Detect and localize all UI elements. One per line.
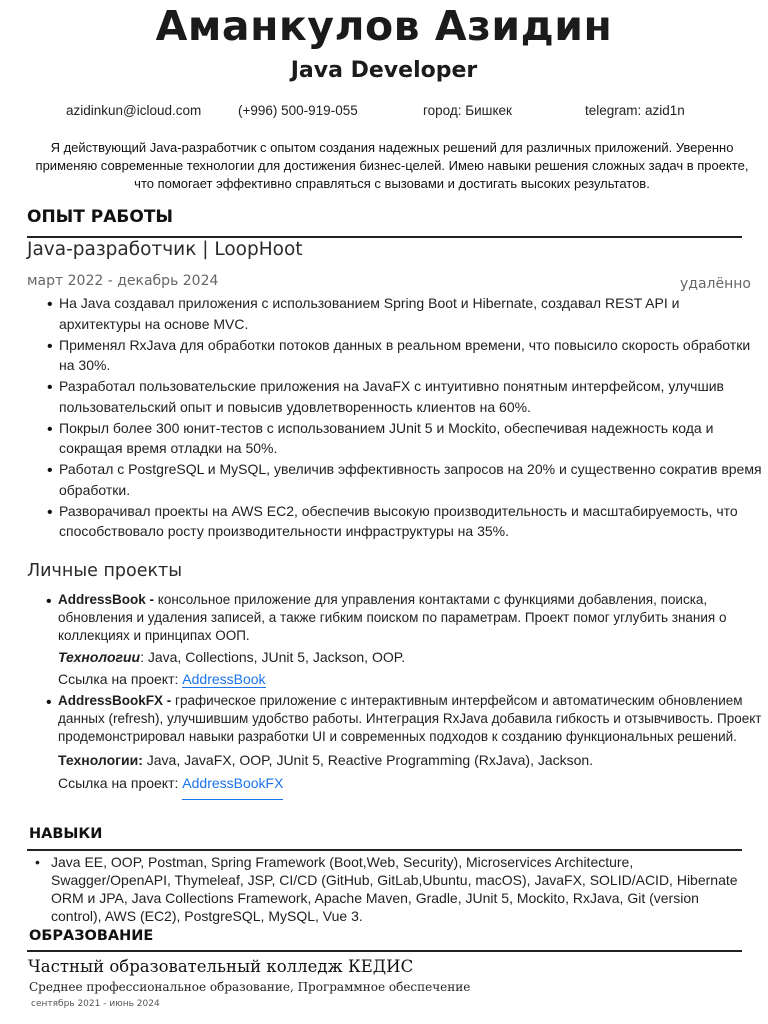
project-link-row <box>58 774 764 793</box>
education-heading: ОБРАЗОВАНИЕ <box>29 928 154 944</box>
experience-divider <box>27 236 742 238</box>
phone-contact[interactable]: (+996) 500-919-055 <box>238 103 358 118</box>
list-item: • Работал с PostgreSQL и MySQL, увеличив эффективность запросов на 20% и существенно сократив время обработки. <box>28 459 764 500</box>
project-description: консольное приложение для управления контактами с функциями добавления, поиска, обновления и удаления записей, а также гибким поиском по параметрам. Проект помог углубить знания о коллекциях и принципах ООП. <box>58 592 727 643</box>
project-tech <box>58 751 764 770</box>
job-title: Java-разработчик | LoopHoot <box>27 239 303 260</box>
education-institution: Частный образовательный колледж КЕДИС <box>28 957 414 976</box>
skills-list <box>28 853 742 925</box>
link-label: Ссылка на проект: <box>58 671 183 687</box>
projects-heading: Личные проекты <box>27 561 183 581</box>
project-tech <box>58 648 764 667</box>
skills-heading: НАВЫКИ <box>29 826 103 842</box>
project-item <box>28 692 764 793</box>
tech-label: Технологии: <box>58 752 143 768</box>
projects-list <box>28 591 764 793</box>
skills-item: • Java EE, OOP, Postman, Spring Framework (Boot,Web, Security), Microservices Architecture, Swagger/OpenAPI, Thymeleaf, JSP, CI/CD (GitHub, GitLab,Ubuntu, macOS), JavaFX, SOLID/ACID, Hibernate ORM и JPA, Java Collections Framework, Apache Maven, Gradle, JUnit 5, Mockito, RxJava, Git (version control), AWS (EC2), PostgreSQL, MySQL, Vue 3. <box>28 853 742 925</box>
education-detail: Среднее профессиональное образование, Программное обеспечение <box>29 980 471 994</box>
project-link-row <box>58 670 764 689</box>
project-name: AddressBook - <box>58 592 155 607</box>
tech-label: Технологии <box>58 649 141 665</box>
tech-list: Java, JavaFX, OOP, JUnit 5, Reactive Programming (RxJava), Jackson. <box>142 752 594 768</box>
experience-heading: ОПЫТ РАБОТЫ <box>27 207 174 227</box>
telegram-contact[interactable]: telegram: azid1n <box>585 103 685 118</box>
job-dates: март 2022 - декабрь 2024 <box>27 273 219 289</box>
list-item: • Покрыл более 300 юнит-тестов с использованием JUnit 5 и Mockito, обеспечивая надежность кода и сокращая время отладки на 50%. <box>28 418 764 459</box>
addressbookfx-link[interactable]: AddressBookFX <box>182 775 283 800</box>
education-dates: сентябрь 2021 - июнь 2024 <box>31 999 160 1009</box>
list-item: • Применял RxJava для обработки потоков данных в реальном времени, что повысило скорость обработки на 30%. <box>28 335 764 376</box>
education-divider <box>27 950 742 952</box>
addressbook-link[interactable]: AddressBook <box>182 671 266 687</box>
candidate-name: Аманкулов Азидин <box>155 2 613 50</box>
skills-divider <box>27 849 742 851</box>
list-item: • Разработал пользовательские приложения на JavaFX с интуитивно понятным интерфейсом, улучшив пользовательский опыт и повысив удовлетворенность клиентов на 60%. <box>28 376 764 417</box>
project-description: графическое приложение с интерактивным интерфейсом и автоматическим обновлением данных (refresh), улучшившим удобство работы. Интеграция RxJava добавила гибкость и отзывчивость. Проект продемонстрировал навыки разработки UI и современных подходов к созданию функциональных решений. <box>58 693 762 744</box>
project-name: AddressBookFX - <box>58 693 172 708</box>
experience-list <box>28 293 764 542</box>
list-item: • Разворачивал проекты на AWS EC2, обеспечив высокую производительность и масштабируемость, что способствовало росту производительности инфраструктуры на 35%. <box>28 501 764 542</box>
list-item: • На Java создавал приложения с использованием Spring Boot и Hibernate, создавал REST API и архитектуры на основе MVC. <box>28 293 764 334</box>
job-role: Java Developer <box>290 58 478 83</box>
email-contact[interactable]: azidinkun@icloud.com <box>66 103 202 118</box>
city-contact: город: Бишкек <box>423 103 512 118</box>
summary-paragraph: Я действующий Java-разработчик с опытом создания надежных решений для различных приложений. Уверенно применяю современные технологии для достижения бизнес-целей. Имею навыки решения сложных задач в проекте, что помогает эффективно справляться с вызовами и достигать высоких результатов. <box>35 140 749 191</box>
tech-list: : Java, Collections, JUnit 5, Jackson, OOP. <box>140 649 406 665</box>
job-location: удалённо <box>680 276 751 292</box>
project-item <box>28 591 764 689</box>
link-label: Ссылка на проект: <box>58 775 183 791</box>
